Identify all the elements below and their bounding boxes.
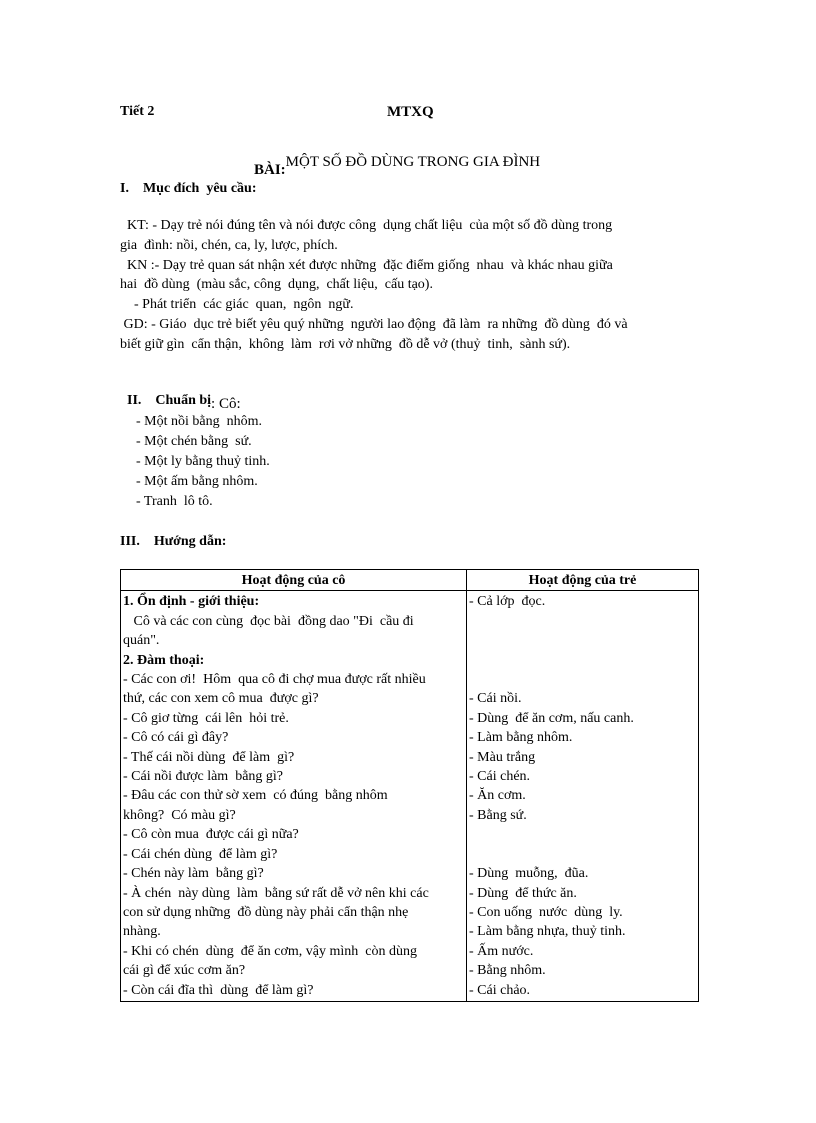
teacher-line: - Cái nồi được làm bằng gì?: [123, 769, 284, 785]
teacher-line: - Cô giơ từng cái lên hỏi trẻ.: [123, 710, 289, 726]
teacher-line: con sử dụng những đồ dùng này phải cẩn thận nhẹ: [123, 904, 409, 920]
section1-line: biết giữ gìn cẩn thận, không làm rơi vở những đồ dễ vở (thuỷ tinh, sành sứ).: [120, 337, 571, 352]
section3-heading: III. Hướng dẫn:: [120, 534, 227, 549]
teacher-line: thứ, các con xem cô mua được gì?: [123, 691, 319, 707]
child-line: [469, 651, 696, 670]
teacher-line: cái gì để xúc cơm ăn?: [123, 963, 246, 979]
child-line: - Con uống nước dùng ly.: [469, 904, 623, 920]
child-line: - Cái chén.: [469, 769, 531, 785]
materials-item: - Một ấm bằng nhôm.: [136, 474, 258, 489]
section1-line: hai đồ dùng (màu sắc, công dụng, chất liệu, cấu tạo).: [120, 277, 433, 292]
teacher-line: - À chén này dùng làm bằng sứ rất dễ vở nên khi các: [123, 885, 429, 901]
materials-item: - Tranh lô tô.: [136, 494, 213, 509]
teacher-line: không? Có màu gì?: [123, 807, 236, 823]
lesson-label: Tiết 2: [120, 104, 155, 119]
teacher-line: Cô và các con cùng đọc bài đồng dao "Đi cầu đi: [123, 613, 414, 629]
child-line: [469, 631, 696, 650]
teacher-activity-header: Hoạt động của cô: [121, 570, 467, 591]
teacher-activity-cell: [121, 591, 467, 1002]
child-line: - Ăn cơm.: [469, 788, 526, 804]
teacher-line: - Đâu các con thử sờ xem có đúng bằng nhôm: [123, 788, 388, 804]
table-row: [121, 591, 699, 1002]
teacher-line: 2. Đàm thoại:: [123, 652, 205, 668]
section1-line: - Phát triển các giác quan, ngôn ngữ.: [120, 297, 354, 312]
child-line: - Bằng sứ.: [469, 807, 527, 823]
subject-label: MTXQ: [387, 104, 434, 120]
teacher-line: 1. Ổn định - giới thiệu:: [123, 594, 260, 610]
materials-item: - Một ly bằng thuỷ tinh.: [136, 454, 270, 469]
child-line: - Ấm nước.: [469, 943, 534, 959]
child-line: - Cái chảo.: [469, 982, 531, 998]
activity-table: [120, 569, 699, 1002]
materials-item: - Một nồi bằng nhôm.: [136, 414, 262, 429]
materials-item: - Một chén bằng sứ.: [136, 434, 252, 449]
section1-line: KT: - Dạy trẻ nói đúng tên và nói được công dụng chất liệu của một số đồ dùng trong: [120, 218, 613, 233]
section1-line: GD: - Giáo dục trẻ biết yêu quý những người lao động đã làm ra những đồ dùng đó và: [120, 317, 628, 332]
teacher-line: - Các con ơi! Hôm qua cô đi chợ mua được rất nhiều: [123, 672, 426, 688]
teacher-line: - Cô còn mua được cái gì nữa?: [123, 827, 299, 843]
child-line: - Dùng muỗng, đũa.: [469, 866, 589, 882]
child-line: - Cái nồi.: [469, 691, 522, 707]
section2-heading-suffix: : Cô:: [211, 396, 241, 412]
teacher-line: - Còn cái đĩa thì dùng để làm gì?: [123, 982, 314, 998]
section2-heading-text: II. Chuẩn bị: [127, 393, 212, 408]
child-line: - Cả lớp đọc.: [469, 594, 546, 610]
child-line: - Làm bằng nhựa, thuỷ tinh.: [469, 924, 626, 940]
child-line: - Màu trắng: [469, 749, 536, 765]
teacher-line: nhàng.: [123, 924, 161, 940]
teacher-line: - Khi có chén dùng để ăn cơm, vậy mình còn dùng: [123, 943, 417, 959]
child-line: - Dùng để thức ăn.: [469, 885, 577, 901]
child-line: - Bằng nhôm.: [469, 963, 546, 979]
teacher-line: quán".: [123, 633, 160, 649]
section1-line: gia đình: nồi, chén, ca, ly, lược, phích.: [120, 238, 338, 253]
child-line: [469, 612, 696, 631]
page-title: [247, 138, 541, 178]
teacher-line: - Thế cái nồi dùng để làm gì?: [123, 749, 295, 765]
table-header-row: [121, 570, 699, 591]
title-prefix: BÀI:: [254, 162, 286, 178]
teacher-line: - Cái chén dùng để làm gì?: [123, 846, 278, 862]
child-line: [469, 845, 696, 864]
title-text: MỘT SỐ ĐỒ DÙNG TRONG GIA ĐÌNH: [285, 154, 541, 170]
teacher-line: - Cô có cái gì đây?: [123, 730, 229, 746]
child-line: [469, 825, 696, 844]
child-activity-cell: [467, 591, 699, 1002]
section2-heading: [120, 376, 241, 412]
child-line: [469, 670, 696, 689]
child-activity-header: Hoạt động của trẻ: [467, 570, 699, 591]
child-line: - Làm bằng nhôm.: [469, 730, 573, 746]
child-line: - Dùng để ăn cơm, nấu canh.: [469, 710, 634, 726]
section1-line: KN :- Dạy trẻ quan sát nhận xét được những đặc điểm giống nhau và khác nhau giữa: [120, 258, 613, 273]
section1-heading: I. Mục đích yêu cầu:: [120, 181, 257, 196]
teacher-line: - Chén này làm bằng gì?: [123, 866, 264, 882]
